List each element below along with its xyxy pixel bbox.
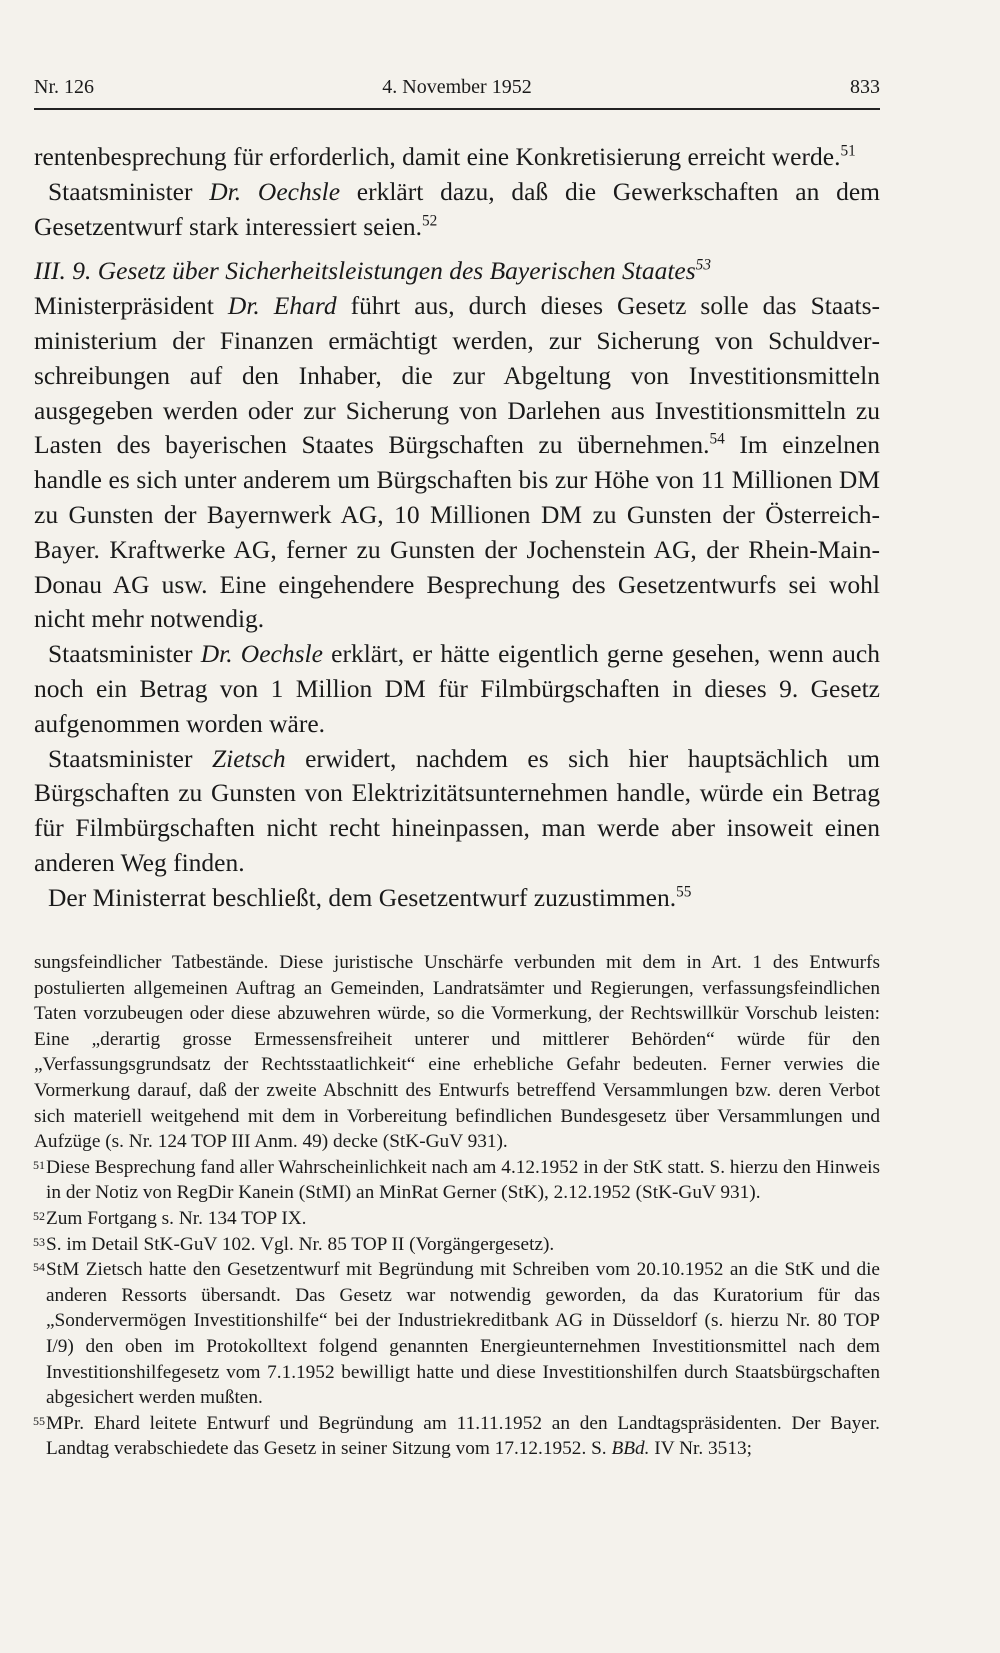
paragraph-text: führt aus, durch dieses Gesetz solle das Staatsministerium der Finanzen ermächtigt werden, zur Sicherung von Schuldverschreibungen auf den Inhaber, die zur Abgeltung von Investitionsmitteln ausgegeben werden oder zur Sicherung von Darlehen aus Investitionsmitteln zu Lasten des bayerischen Staates Bürgschaften zu übernehmen. xyxy=(34,291,880,460)
footnote xyxy=(34,1411,880,1462)
footnote-ref: 52 xyxy=(422,212,438,230)
footnote-number: 52 xyxy=(33,1208,45,1223)
footnote xyxy=(34,1257,880,1411)
paragraph-text: Staatsminister xyxy=(48,743,212,773)
footnote xyxy=(34,1206,880,1232)
footnote-ref: 53 xyxy=(695,256,711,274)
footnote-number: 54 xyxy=(33,1260,45,1275)
footnotes xyxy=(34,950,880,1462)
document-date: 4. November 1952 xyxy=(382,76,532,98)
footnote-number: 53 xyxy=(33,1234,45,1249)
paragraph-text: Staatsminister xyxy=(48,639,201,669)
paragraph xyxy=(34,637,880,741)
paragraph xyxy=(34,289,880,637)
source-abbreviation: BBd. xyxy=(611,1438,650,1460)
paragraph-text: rentenbesprechung für erforderlich, damit eine Konkretisierung erreicht werde. xyxy=(34,142,841,171)
paragraph-text: erklärt dazu, daß die Gewerkschaften an dem Gesetzentwurf stark interessiert seien. xyxy=(34,176,881,241)
heading-text: III. 9. Gesetz über Sicherheitsleistungen des Bayerischen Staates xyxy=(34,256,696,286)
person-name: Zietsch xyxy=(211,743,286,773)
footnote-text: MPr. Ehard leitete Entwurf und Begründung am 11.11.1952 an den Landtagspräsidenten. Der Bayer. Landtag verabschiedete das Gesetz in seiner Sitzung vom 17.12.1952. S. xyxy=(46,1412,880,1460)
document-number: Nr. 126 xyxy=(34,76,94,98)
main-text xyxy=(34,140,880,916)
person-name: Dr. Oechsle xyxy=(209,176,341,206)
header-rule xyxy=(34,108,880,110)
footnote-number: 55 xyxy=(33,1413,45,1428)
paragraph xyxy=(34,742,880,881)
footnote xyxy=(34,1232,880,1258)
footnote-text: S. im Detail StK-GuV 102. Vgl. Nr. 85 TOP II (Vorgängergesetz). xyxy=(46,1233,555,1255)
person-name: Dr. Oechsle xyxy=(200,639,323,669)
footnote-text: Zum Fortgang s. Nr. 134 TOP IX. xyxy=(46,1207,307,1229)
paragraph-text: erwidert, nachdem es sich hier hauptsächlich um Bürgschaften zu Gunsten von Elektrizitätsunternehmen handle, würde ein Betrag für Filmbürgschaften nicht recht hineinpassen, man werde aber insoweit einen anderen Weg finden. xyxy=(34,743,880,877)
footnote-ref: 51 xyxy=(840,142,856,160)
paragraph-text: Ministerpräsident xyxy=(34,291,228,321)
section-heading xyxy=(34,254,880,289)
paragraph xyxy=(34,175,880,245)
footnote-number: 51 xyxy=(33,1157,45,1172)
paragraph-text: Staatsminister xyxy=(48,176,210,206)
footnote-ref: 55 xyxy=(676,883,692,901)
footnote xyxy=(34,1155,880,1206)
paragraph-text: Der Ministerrat beschließt, dem Gesetzentwurf zuzustimmen. xyxy=(48,882,677,912)
footnote-continuation: sungsfeindlicher Tatbestände. Diese juristische Unschärfe verbunden mit dem in Art. 1 des Entwurfs postulierten allgemeinen Auftrag an Gemeinden, Landratsämter und Regierungen, verfassungsfeindlichen Taten vorzubeugen oder diese abzuwehren würde, so die Vormerkung, der Rechtswillkür Vorschub leisten: Eine „derartig grosse Ermessensfreiheit unterer und mittlerer Behörden“ würde für den „Verfassungsgrundsatz der Rechtsstaatlichkeit“ eine erhebliche Gefahr bedeuten. Ferner verwies die Vormerkung darauf, daß der zweite Abschnitt des Entwurfs betreffend Versammlungen bzw. deren Verbot sich materiell weitgehend mit dem in Vorbereitung befindlichen Bundesgesetz über Versammlungen und Aufzüge (s. Nr. 124 TOP III Anm. 49) decke (StK-GuV 931). xyxy=(34,952,880,1153)
footnote-ref: 54 xyxy=(709,430,725,448)
page-number: 833 xyxy=(850,76,880,98)
footnote-text: Diese Besprechung fand aller Wahrscheinlichkeit nach am 4.12.1952 in der StK statt. S. hierzu den Hinweis in der Notiz von RegDir Kanein (StMI) an MinRat Gerner (StK), 2.12.1952 (StK-GuV 931). xyxy=(46,1156,880,1204)
footnote-text: IV Nr. 3513; xyxy=(649,1438,752,1460)
page-header xyxy=(34,76,880,106)
paragraph xyxy=(34,140,880,175)
paragraph-text: erklärt, er hätte eigentlich gerne gesehen, wenn auch noch ein Betrag von 1 Million DM für Filmbürgschaften in dieses 9. Gesetz aufgenommen worden wäre. xyxy=(34,639,880,738)
paragraph-text: Im einzelnen handle es sich unter anderem um Bürgschaften bis zur Höhe von 11 Millionen DM zu Gunsten der Bayernwerk AG, 10 Millionen DM zu Gunsten der Österreich-Bayer. Kraftwerke AG, ferner zu Gunsten der Jochenstein AG, der Rhein-Main-Donau AG usw. Eine eingehendere Besprechung des Gesetzentwurfs sei wohl nicht mehr notwendig. xyxy=(34,430,880,634)
footnote-text: StM Zietsch hatte den Gesetzentwurf mit Begründung mit Schreiben vom 20.10.1952 an die StK und die anderen Ressorts übersandt. Das Gesetz war notwendig geworden, da das Kuratorium für das „Sondervermögen Investitionshilfe“ bei der Industriekreditbank AG in Düsseldorf (s. hierzu Nr. 80 TOP I/9) den oben im Protokolltext folgend genannten Energieunternehmen Investitionsmittel nach dem Investitionshilfegesetz vom 7.1.1952 bewilligt hatte und diese Investitionshilfen durch Staatsbürgschaften abgesichert werden mußten. xyxy=(46,1259,880,1409)
person-name: Dr. Ehard xyxy=(227,291,337,321)
paragraph xyxy=(34,881,880,916)
